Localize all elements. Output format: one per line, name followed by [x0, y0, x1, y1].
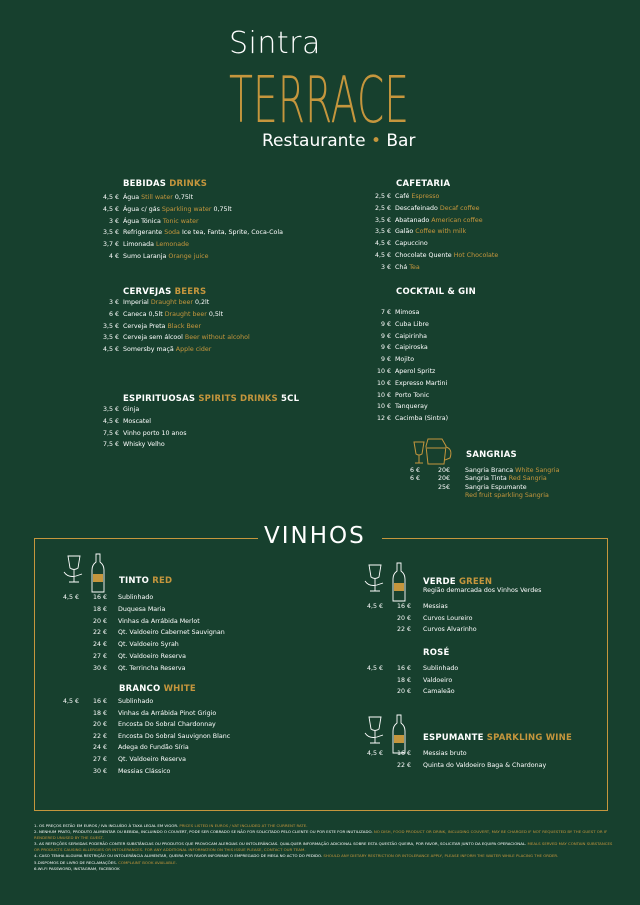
item-name: Curvos Alvarinho	[423, 626, 477, 634]
espirituosas-title: ESPIRITUOSAS	[123, 394, 196, 404]
item-name-group	[423, 603, 448, 610]
item-translation: Tea	[409, 263, 420, 271]
item-price: 6 €	[108, 310, 119, 318]
item-name-group	[423, 665, 458, 672]
item-name: Messias bruto	[423, 750, 467, 757]
cocktail-title: COCKTAIL & GIN	[396, 287, 476, 297]
item-price-bottle: 20 €	[396, 614, 411, 622]
verde-subtitle: Região demarcada dos Vinhos Verdes	[423, 587, 542, 594]
footer-note-pt: 3. AS REFEIÇÕES SERVIDAS PODERÃO CONTER SUBSTÂNCIAS OU PRODUTOS QUE PROVOCAM ALERGIAS OU INTOLERÂNCIAS. QUALQUER INFORMAÇÃO ADICIONAL SOBRE ESTA QUESTÃO QUEIRA, POR FAVOR, SOLICITAR JUNTO DA EQUIPA OPERACIONAL.	[34, 841, 527, 847]
item-extra: 0,5lt	[208, 310, 224, 318]
item-price-bottle: 22 €	[396, 626, 411, 634]
branco-title: BRANCO	[119, 684, 161, 694]
item-name-group	[465, 475, 547, 482]
item-name: Qt. Valdoeiro Reserva	[118, 755, 186, 763]
item-name-group	[395, 344, 428, 351]
item-extra: Ice tea, Fanta, Sprite, Coca-Cola	[181, 229, 283, 237]
item-name-group	[465, 467, 560, 474]
item-name-group	[395, 217, 483, 224]
menu-item	[0, 240, 640, 252]
menu-item	[0, 615, 640, 627]
menu-item	[0, 205, 640, 217]
item-name-group	[465, 484, 527, 491]
section-title-cervejas	[123, 287, 206, 297]
item-translation: American coffee	[431, 216, 483, 224]
menu-item	[0, 403, 640, 415]
footer-note	[34, 866, 614, 872]
item-price: 4 €	[108, 252, 119, 260]
item-name-group	[118, 733, 230, 740]
item-name-group	[465, 492, 549, 499]
brand-sub-restaurante: Restaurante	[262, 131, 366, 151]
item-price: 3 €	[380, 263, 391, 271]
item-extra: 0,75lt	[174, 194, 194, 201]
item-name-group	[395, 392, 429, 399]
item-name: Vinhas da Arrábida Merlot	[118, 617, 200, 625]
menu-item	[0, 750, 640, 762]
sangrias-title: SANGRIAS	[466, 450, 517, 460]
item-price-bottle: 18 €	[92, 709, 107, 717]
item-name-group	[423, 750, 467, 757]
footer-notes	[34, 823, 614, 872]
brand-subtitle	[262, 131, 415, 151]
footer-note-en: COMPLAINT BOOK AVAILABLE.	[118, 859, 177, 865]
item-name: Adega do Fundão Síria	[118, 744, 189, 752]
item-price-bottle: 16 €	[396, 665, 411, 672]
section-title-bebidas	[123, 179, 207, 189]
menu-item	[0, 626, 640, 638]
item-name-group	[395, 333, 427, 340]
espirituosas-title-tr: SPIRITS DRINKS	[198, 394, 278, 404]
item-price-bottle: 30 €	[92, 767, 107, 775]
item-price: 2,5 €	[374, 193, 391, 200]
item-name: Chá	[395, 263, 408, 271]
menu-item	[0, 688, 640, 700]
item-price: 4,5 €	[374, 251, 391, 259]
item-price: 9 €	[380, 320, 391, 328]
item-name: Sangria Espumante	[465, 483, 527, 491]
brand-name: Sintra	[229, 26, 321, 61]
item-name: Sublinhado	[423, 665, 459, 672]
item-name: Chocolate Quente	[395, 251, 452, 259]
section-title-espumante	[423, 733, 572, 743]
item-name: Cerveja sem álcool	[123, 334, 183, 342]
menu-item	[0, 264, 640, 276]
item-name: Curvos Loureiro	[423, 614, 473, 622]
footer-note-en: NO DISH, FOOD PRODUCT OR DRINK, INCLUDING COUVERT, MAY BE CHARGED IF NOT REQUESTED BY THE GUEST OR IF RENDERED UNUSED BY THE GUEST.	[34, 829, 608, 841]
item-name: Vinho porto 10 anos	[123, 429, 187, 437]
menu-item	[0, 392, 640, 404]
wine-section-title: VINHOS	[264, 523, 366, 549]
footer-note-pt: 4. CASO TENHA ALGUMA RESTRIÇÃO OU INTOLERÂNCIA ALIMENTAR, QUEIRA POR FAVOR INFORMAR O EMPREGADO DE MESA NO ACTO DO PEDIDO.	[34, 853, 323, 859]
item-name-group	[118, 641, 179, 648]
item-name: Capuccino	[395, 240, 428, 248]
item-price-bottle: 20 €	[92, 721, 107, 729]
item-price: 3,5 €	[374, 228, 391, 236]
item-name: Quinta do Valdoeiro Baga & Chardonay	[423, 761, 547, 769]
item-translation: Beer without alcohol	[184, 334, 250, 342]
cafetaria-title: CAFETARIA	[396, 179, 451, 189]
footer-note-pt: 6.WI-FI PASSWORD, INSTAGRAM, FACEBOOK	[34, 865, 120, 871]
item-price-bottle: 25€	[437, 483, 450, 491]
item-name: Qt. Valdoeiro Syrah	[118, 641, 179, 649]
brand-sub-separator: •	[370, 131, 381, 151]
item-price: 4,5 €	[374, 240, 391, 248]
item-name: Sangria Tinta	[465, 475, 507, 483]
item-name: Sublinhado	[118, 594, 154, 601]
menu-item	[0, 356, 640, 368]
item-name-group	[123, 441, 165, 448]
item-price-bottle: 16 €	[92, 594, 107, 601]
item-name: Caneca 0,5lt	[123, 310, 163, 318]
item-price: 10 €	[376, 391, 391, 399]
item-name-group	[118, 710, 216, 717]
item-name-group	[423, 615, 472, 622]
item-name-group	[395, 380, 447, 387]
item-price-bottle: 24 €	[92, 744, 107, 752]
item-name: Qt. Valdoeiro Cabernet Sauvignan	[118, 629, 225, 637]
espirituosas-title-extra: 5CL	[281, 394, 300, 404]
item-name: Somersby maçã	[123, 346, 174, 354]
item-name-group	[395, 415, 448, 422]
rose-title: ROSÉ	[423, 648, 450, 658]
menu-item	[0, 733, 320, 745]
item-translation: White Sangria	[515, 467, 560, 474]
item-name: Qt. Terrincha Reserva	[118, 664, 186, 672]
item-price: 9 €	[380, 332, 391, 340]
item-price-glass: 6 €	[409, 467, 420, 474]
item-price-bottle: 22 €	[396, 761, 411, 769]
item-name-group	[395, 205, 480, 212]
item-price-glass: 4,5 €	[366, 750, 383, 757]
item-price: 4,5 €	[102, 417, 119, 425]
menu-item	[0, 380, 640, 392]
menu-item	[0, 484, 640, 492]
item-price: 3,5 €	[102, 229, 119, 237]
menu-item	[0, 217, 640, 229]
item-name: Camaleão	[423, 688, 455, 696]
item-price-bottle: 20 €	[92, 617, 107, 625]
item-name: Descafeinado	[395, 204, 438, 212]
item-price: 3,5 €	[374, 216, 391, 224]
item-price: 3,5 €	[102, 406, 119, 413]
item-name-group	[395, 321, 429, 328]
section-title-rose	[423, 648, 450, 658]
item-name: Expresso Martini	[395, 379, 448, 387]
menu-item	[0, 309, 640, 321]
item-price: 3,7 €	[102, 241, 119, 249]
item-name: Porto Tonic	[395, 391, 430, 399]
footer-note-en: SHOULD ANY DIETARY RESTRICTION OR INTOLERANCE APPLY, PLEASE INFORM THE WAITER WHILE PLACING THE ORDER.	[323, 853, 559, 859]
rose-list	[0, 665, 640, 700]
item-price-bottle: 20€	[437, 475, 450, 483]
item-name: Água	[123, 194, 140, 201]
menu-item	[0, 430, 320, 442]
item-name: Valdoeiro	[423, 676, 453, 684]
item-name: Moscatel	[123, 417, 151, 425]
item-name-group	[118, 594, 153, 601]
item-name: Whisky Velho	[123, 441, 165, 449]
item-name-group	[395, 403, 428, 410]
verde-list	[0, 603, 640, 638]
sangrias-list	[0, 467, 640, 500]
item-name: Sangria Branca	[465, 467, 514, 474]
item-name: Cacimba (Sintra)	[395, 415, 449, 423]
item-price-bottle: 27 €	[92, 652, 107, 660]
footer-note-en: MEALS SERVED MAY CONTAIN SUBSTANCES OR PRODUCTS CAUSING ALLERGIES OR INTOLERANCES. FOR ANY ADDITIONAL INFORMATION ON THIS ISSUE PLEASE, CONTACT OUR TEAM.	[34, 841, 613, 853]
cocktail-list	[0, 309, 640, 427]
item-price-bottle: 24 €	[92, 641, 107, 649]
item-price: 9 €	[380, 344, 391, 352]
menu-item	[0, 321, 640, 333]
tinto-title: TINTO	[119, 576, 150, 586]
item-translation: Sparkling water	[161, 205, 212, 213]
footer-note-pt: 2. NENHUM PRATO, PRODUTO ALIMENTAR OU BEBIDA, INCLUINDO O COUVERT, PODE SER COBRADO SE NÃO FOR SOLICITADO PELO CLIENTE OU POR ESTE FOR INUTILIZADO.	[34, 829, 373, 835]
item-name: Vinhas da Arrábida Pinot Grigio	[118, 709, 217, 717]
item-translation: Tonic water	[162, 217, 199, 225]
item-price: 3,5 €	[102, 322, 119, 330]
menu-item	[0, 228, 640, 240]
item-price: 9 €	[380, 356, 391, 364]
espumante-title: ESPUMANTE	[423, 733, 484, 743]
item-name-group	[395, 368, 435, 375]
wine-glass-hand-icon	[363, 713, 409, 755]
espumante-title-tr: SPARKLING WINE	[486, 733, 572, 743]
item-name-group	[423, 762, 546, 769]
item-translation: Decaf coffee	[439, 204, 480, 212]
footer-note	[34, 841, 614, 853]
menu-item	[0, 344, 640, 356]
verde-title: VERDE	[423, 577, 456, 587]
menu-item	[0, 603, 640, 615]
cervejas-title-tr: BEERS	[174, 287, 207, 297]
item-price-glass: 4,5 €	[62, 594, 79, 601]
menu-item	[0, 467, 640, 475]
item-price-bottle: 22 €	[92, 629, 107, 637]
item-price-bottle: 16 €	[396, 603, 411, 610]
menu-item	[0, 762, 640, 774]
item-price-glass: 4,5 €	[366, 665, 383, 672]
item-name-group	[123, 430, 187, 437]
bebidas-title: BEBIDAS	[123, 179, 167, 189]
item-price-bottle: 20 €	[396, 688, 411, 696]
item-name: Cuba Libre	[395, 320, 429, 328]
item-translation: Draught beer	[164, 310, 207, 318]
menu-item	[0, 641, 320, 653]
item-price: 10 €	[376, 379, 391, 387]
menu-item	[0, 441, 320, 453]
menu-item	[0, 653, 320, 665]
item-name: Messias	[423, 603, 448, 610]
item-price-glass: 4,5 €	[62, 698, 79, 705]
item-name: Água Tónica	[123, 217, 161, 225]
wine-glass-hand-icon	[363, 561, 409, 603]
item-translation: Hot Chocolate	[453, 251, 499, 259]
bebidas-title-tr: DRINKS	[169, 179, 208, 189]
item-name: Aperol Spritz	[395, 367, 436, 375]
item-price-bottle: 16 €	[92, 698, 107, 705]
item-price: 10 €	[376, 403, 391, 411]
item-price-bottle: 22 €	[92, 732, 107, 740]
cafetaria-list	[0, 193, 640, 276]
item-price-bottle: 16 €	[396, 750, 411, 757]
item-translation: Soda	[164, 229, 180, 237]
item-name: Qt. Valdoeiro Reserva	[118, 652, 186, 660]
item-price: 7,5 €	[102, 429, 119, 437]
item-price: 4,5 €	[102, 346, 119, 354]
item-translation: Still water	[141, 194, 173, 201]
wine-glass-hand-icon	[62, 552, 108, 594]
item-name-group	[118, 721, 216, 728]
menu-item	[0, 252, 640, 264]
footer-note-pt: 1. OS PREÇOS ESTÃO EM EUROS / IVA INCLUÍDO À TAXA LEGAL EM VIGOR.	[34, 823, 179, 828]
menu-item	[0, 193, 640, 205]
item-name-group	[395, 193, 439, 200]
item-name: Mojito	[395, 356, 415, 364]
item-name: Ginja	[123, 406, 140, 413]
brand-title	[228, 64, 410, 126]
item-price-bottle: 18 €	[396, 676, 411, 684]
section-title-verde	[423, 577, 492, 587]
item-name-group	[395, 240, 428, 247]
menu-item	[0, 475, 640, 483]
section-title-sangrias	[466, 450, 517, 460]
item-name: Duquesa Maria	[118, 605, 166, 613]
item-name-group	[395, 309, 419, 316]
verde-title-tr: GREEN	[458, 577, 493, 587]
item-name-group	[118, 653, 186, 660]
item-name: Imperial	[123, 299, 149, 306]
item-translation: Draught beer	[150, 299, 193, 306]
espumante-list	[0, 750, 640, 773]
item-name-group	[395, 252, 498, 259]
item-price: 3,5 €	[102, 334, 119, 342]
item-translation: Orange juice	[168, 252, 209, 260]
section-title-cocktail	[396, 287, 476, 297]
section-title-cafetaria	[396, 179, 450, 189]
menu-item	[0, 415, 640, 427]
item-price: 10 €	[376, 367, 391, 375]
item-name: Caipiroska	[395, 344, 428, 352]
item-translation: Espresso	[411, 193, 440, 200]
footer-note	[34, 829, 614, 841]
item-price-bottle: 20€	[437, 467, 450, 474]
item-name: Galão	[395, 228, 414, 236]
item-name: Caipirinha	[395, 332, 427, 340]
item-name: Encosta Do Sobral Chardonnay	[118, 721, 216, 729]
item-name: Tanqueray	[395, 403, 428, 411]
item-name-group	[423, 677, 452, 684]
item-name: Mimosa	[395, 309, 420, 316]
item-price-bottle: 30 €	[92, 664, 107, 672]
cervejas-title: CERVEJAS	[123, 287, 172, 297]
item-price: 2,5 €	[374, 204, 391, 212]
footer-note-en: PRICES LISTED IN EUROS / VAT INCLUDED AT THE CURRENT RATE.	[179, 823, 308, 828]
item-price: 12 €	[376, 415, 391, 423]
item-price-bottle: 27 €	[92, 755, 107, 763]
item-price: 7 €	[380, 309, 391, 316]
menu-item	[0, 677, 640, 689]
tinto-title-tr: RED	[152, 576, 173, 586]
item-translation: Lemonade	[155, 241, 189, 249]
item-price: 4,5 €	[102, 194, 119, 201]
item-name: Água c/ gás	[123, 205, 160, 213]
item-name: Sumo Laranja	[123, 252, 167, 260]
item-name-group	[395, 356, 414, 363]
item-name: Encosta Do Sobral Sauvignon Blanc	[118, 732, 231, 740]
menu-item	[0, 665, 640, 677]
item-translation: Apple cider	[175, 346, 212, 354]
item-name: Messias Clássico	[118, 767, 171, 775]
branco-title-tr: WHITE	[163, 684, 196, 694]
menu-item	[0, 492, 640, 500]
item-translation: Red Sangria	[508, 475, 547, 483]
item-name-group	[123, 299, 209, 306]
item-price: 3 €	[108, 299, 119, 306]
section-title-tinto	[119, 576, 172, 586]
item-price: 7,5 €	[102, 441, 119, 449]
menu-item	[0, 368, 640, 380]
pitcher-glass-icon	[412, 436, 456, 466]
item-name: Sublinhado	[118, 698, 154, 705]
item-name-group	[395, 228, 466, 235]
item-name-group	[395, 264, 420, 271]
item-translation: Red fruit sparkling Sangria	[465, 491, 549, 499]
item-name: Café	[395, 193, 410, 200]
brand-title-text: TERRACE	[229, 64, 409, 126]
item-price: 4,5 €	[102, 205, 119, 213]
item-price: 3 €	[108, 217, 119, 225]
item-name: Abatanado	[395, 216, 430, 224]
item-name: Refrigerante	[123, 229, 163, 237]
item-name: Limonada	[123, 241, 154, 249]
item-name-group	[423, 688, 455, 695]
menu-item	[0, 333, 640, 345]
item-price-bottle: 18 €	[92, 605, 107, 613]
item-translation: Coffee with milk	[415, 228, 467, 236]
item-name: Cerveja Preta	[123, 322, 166, 330]
item-price-glass: 4,5 €	[366, 603, 383, 610]
footer-note-pt: 5.DISPOMOS DE LIVRO DE RECLAMAÇÕES.	[34, 859, 117, 865]
menu-item	[0, 721, 320, 733]
item-extra: 0,2lt	[194, 299, 210, 306]
brand-sub-bar: Bar	[386, 131, 416, 151]
item-extra: 0,75lt	[213, 205, 232, 213]
menu-item	[0, 710, 320, 722]
item-name-group	[423, 626, 477, 633]
item-price-glass: 6 €	[409, 475, 420, 483]
item-translation: Black Beer	[167, 322, 202, 330]
